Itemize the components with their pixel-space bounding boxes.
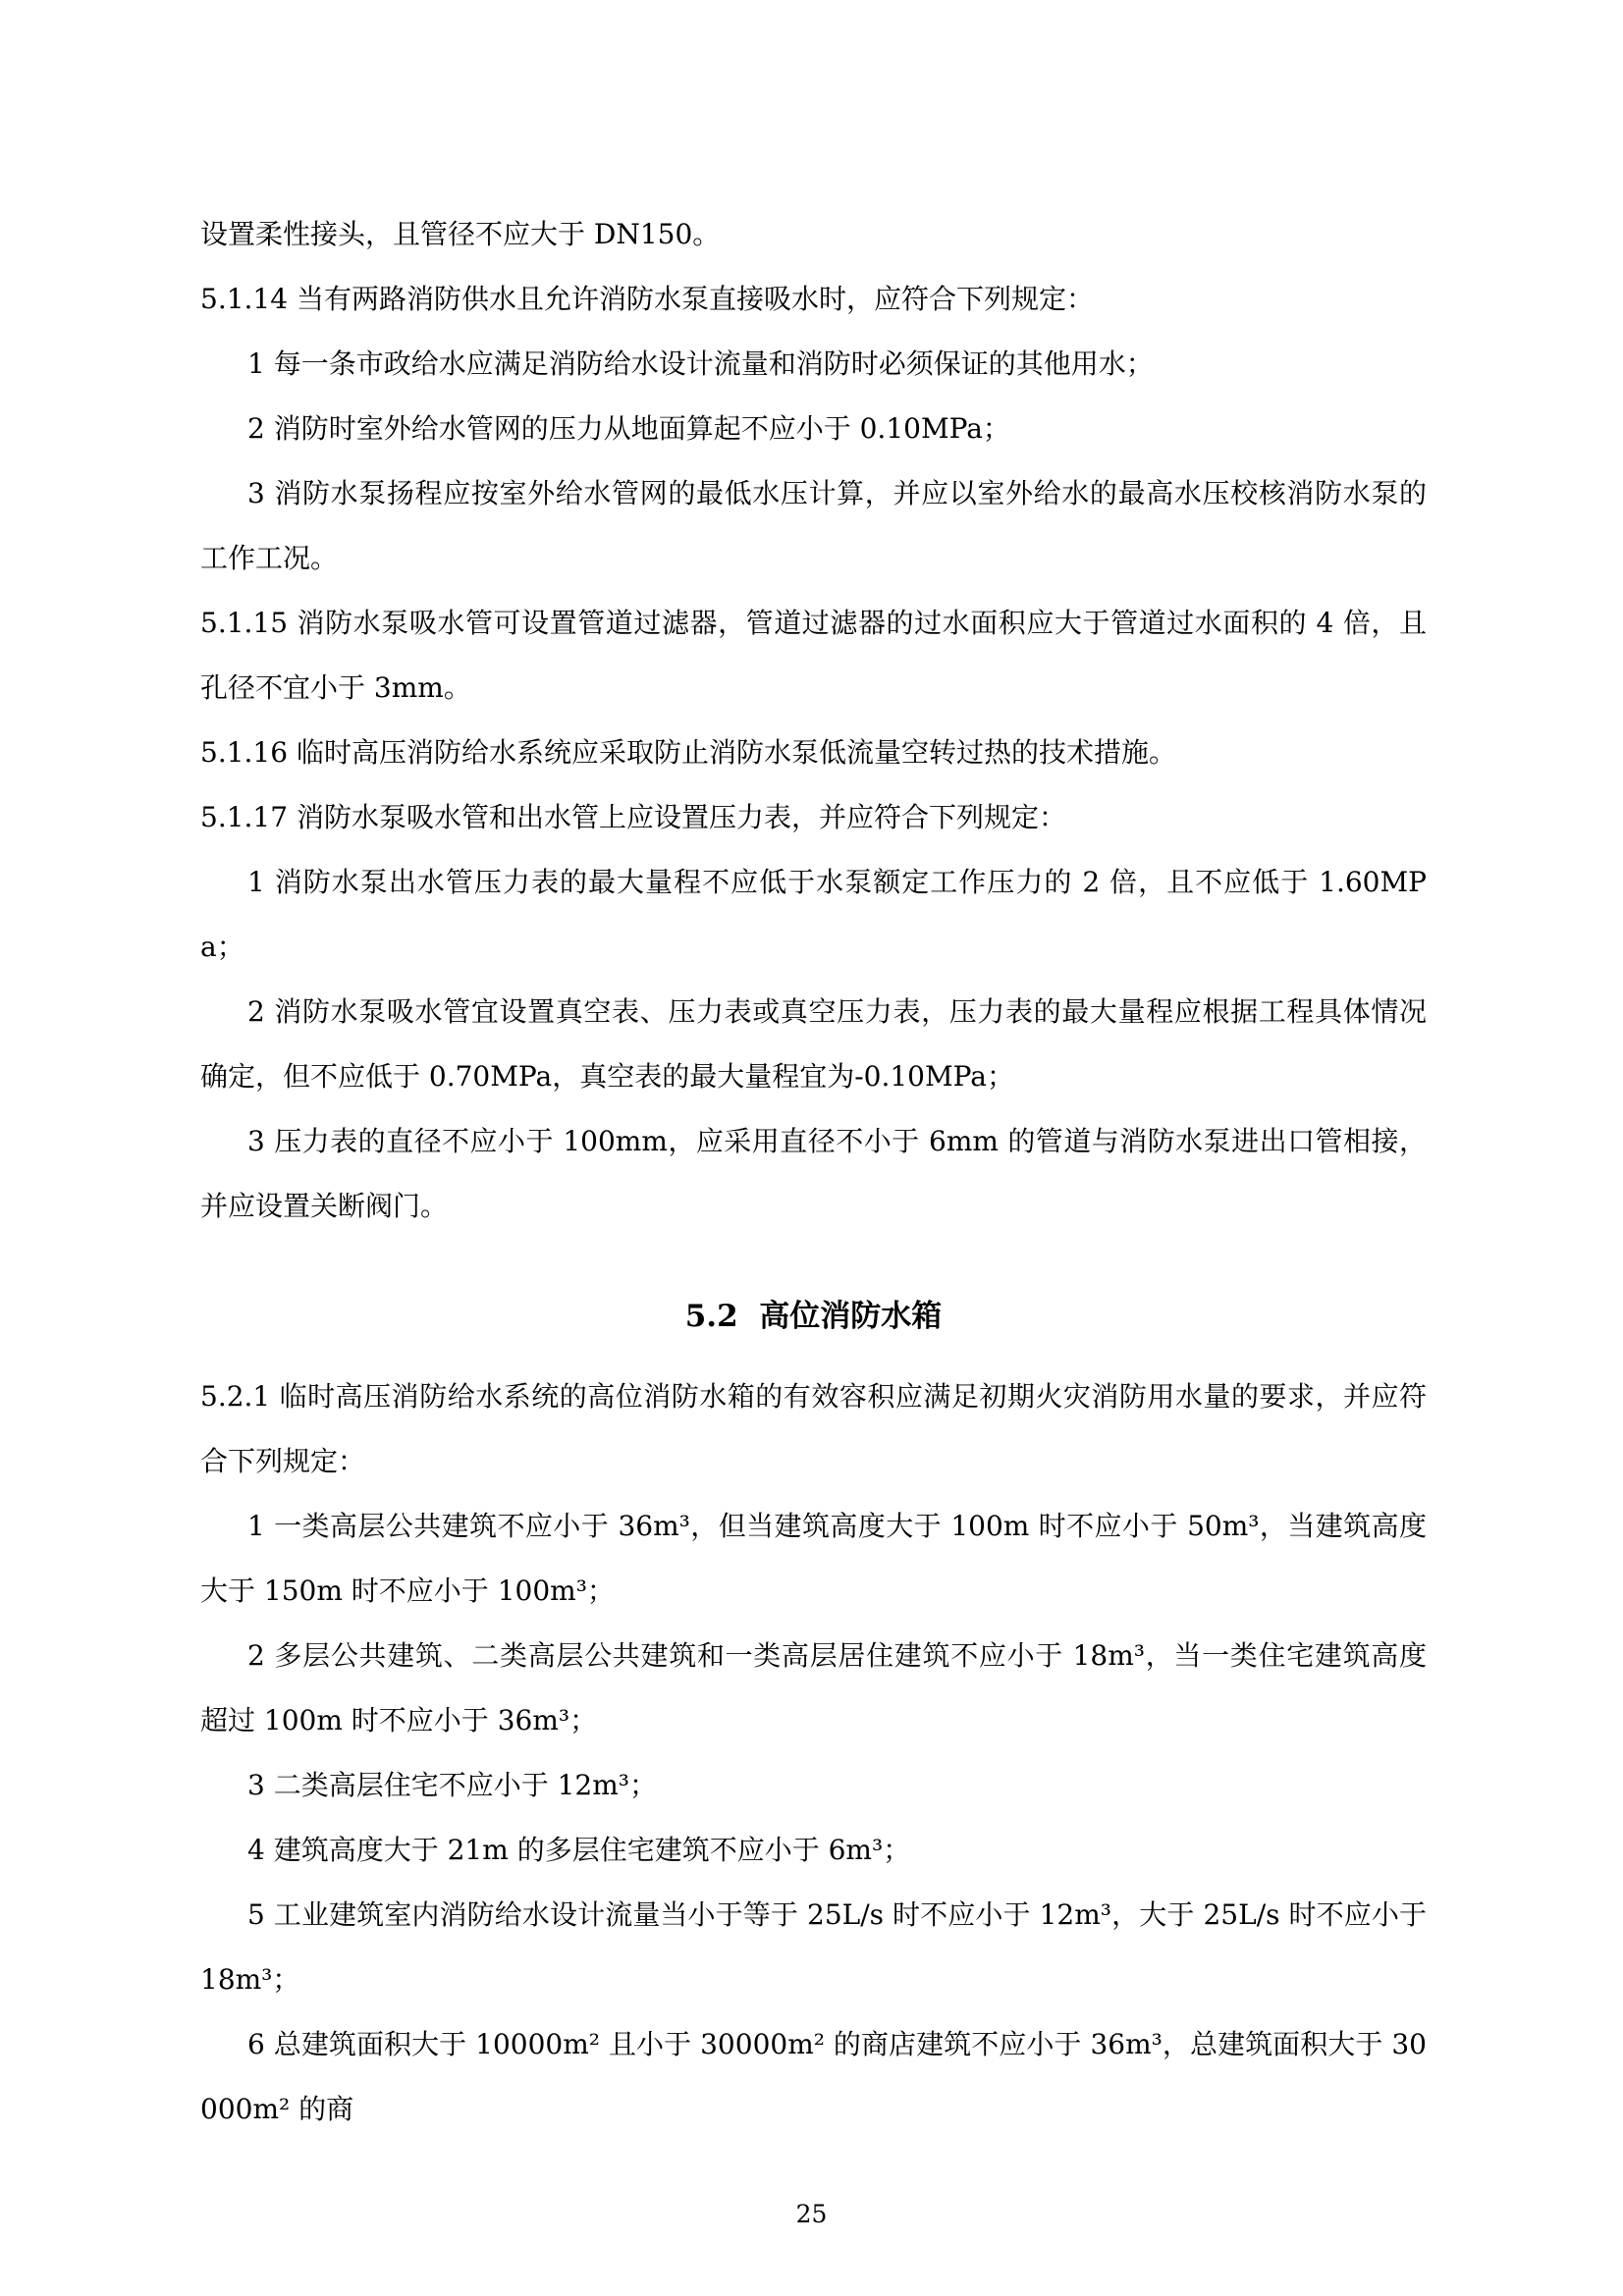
paragraph: 4 建筑高度大于 21m 的多层住宅建筑不应小于 6m³；	[247, 1834, 911, 1866]
paragraph: 2 消防水泵吸水管宜设置真空表、压力表或真空压力表，压力表的最大量程应根据工程具体情况确定，但不应低于 0.70MPa，真空表的最大量程宜为-0.10MPa；	[200, 995, 1427, 1093]
paragraph: 1 消防水泵出水管压力表的最大量程不应低于水泵额定工作压力的 2 倍，且不应低于 1.60MPa；	[200, 866, 1427, 963]
paragraph: 5 工业建筑室内消防给水设计流量当小于等于 25L/s 时不应小于 12m³，大于 25L/s 时不应小于 18m³；	[200, 1898, 1435, 1996]
section-heading: 5.2 高位消防水箱	[684, 1299, 943, 1334]
paragraph: 5.1.14 当有两路消防供水且允许消防水泵直接吸水时，应符合下列规定：	[200, 283, 1094, 315]
paragraph: 2 多层公共建筑、二类高层公共建筑和一类高层居住建筑不应小于 18m³，当一类住宅建筑高度超过 100m 时不应小于 36m³；	[200, 1639, 1427, 1736]
paragraph: 设置柔性接头，且管径不应大于 DN150。	[200, 218, 721, 250]
paragraph: 3 压力表的直径不应小于 100mm，应采用直径不小于 6mm 的管道与消防水泵进出口管相接，并应设置关断阀门。	[200, 1125, 1427, 1222]
paragraph: 6 总建筑面积大于 10000m² 且小于 30000m² 的商店建筑不应小于 36m³，总建筑面积大于 30000m² 的商	[200, 2028, 1427, 2125]
document-body	[200, 202, 1435, 2142]
paragraph: 2 消防时室外给水管网的压力从地面算起不应小于 0.10MPa；	[247, 412, 1010, 445]
paragraph: 5.2.1 临时高压消防给水系统的高位消防水箱的有效容积应满足初期火灾消防用水量的要求，并应符合下列规定：	[200, 1380, 1427, 1477]
paragraph: 5.1.17 消防水泵吸水管和出水管上应设置压力表，并应符合下列规定：	[200, 801, 1066, 833]
page-number: 25	[795, 2200, 828, 2228]
paragraph: 3 消防水泵扬程应按室外给水管网的最低水压计算，并应以室外给水的最高水压校核消防水泵的工作工况。	[200, 477, 1427, 574]
paragraph: 5.1.16 临时高压消防给水系统应采取防止消防水泵低流量空转过热的技术措施。	[200, 736, 1176, 769]
paragraph: 5.1.15 消防水泵吸水管可设置管道过滤器，管道过滤器的过水面积应大于管道过水面积的 4 倍，且孔径不宜小于 3mm。	[200, 607, 1427, 704]
paragraph: 1 一类高层公共建筑不应小于 36m³，但当建筑高度大于 100m 时不应小于 50m³，当建筑高度大于 150m 时不应小于 100m³；	[200, 1510, 1427, 1607]
paragraph: 3 二类高层住宅不应小于 12m³；	[247, 1769, 658, 1801]
paragraph: 1 每一条市政给水应满足消防给水设计流量和消防时必须保证的其他用水；	[247, 347, 1154, 380]
